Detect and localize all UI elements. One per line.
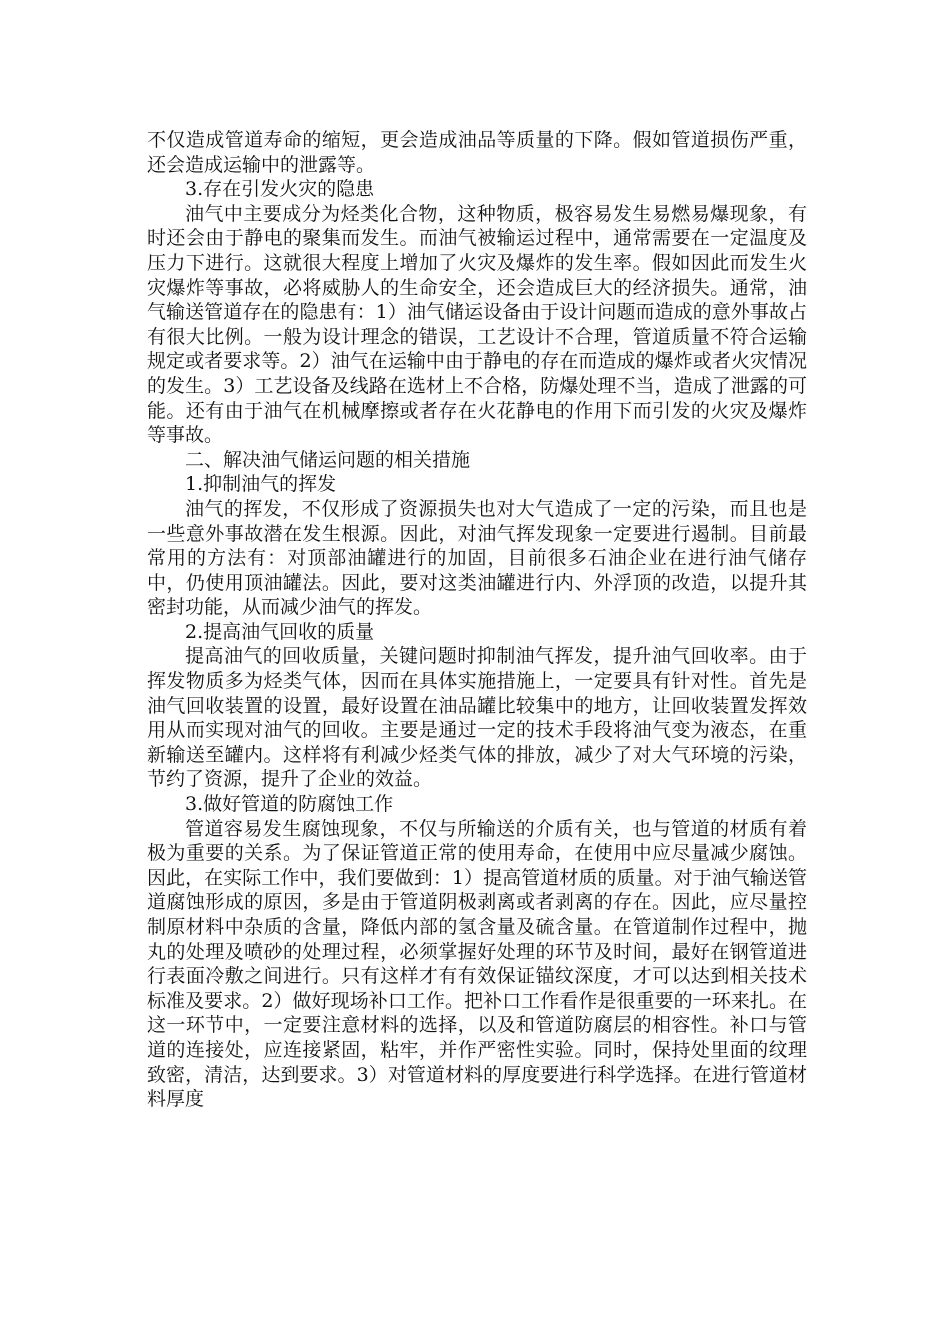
section-heading-measures: 二、解决油气储运问题的相关措施 xyxy=(185,448,471,471)
document-page xyxy=(147,128,807,1112)
paragraph-continuation: 不仅造成管道寿命的缩短，更会造成油品等质量的下降。假如管道损伤严重，还会造成运输中的泄露等。 xyxy=(147,129,807,176)
section-heading-fire-hazard: 3.存在引发火灾的隐患 xyxy=(185,178,375,201)
section-heading-volatilization: 1.抑制油气的挥发 xyxy=(185,473,337,496)
section-heading-anticorrosion: 3.做好管道的防腐蚀工作 xyxy=(185,793,394,816)
paragraph-fire-hazard: 油气中主要成分为烃类化合物，这种物质，极容易发生易燃易爆现象，有时还会由于静电的聚集而发生。而油气被输运过程中，通常需要在一定温度及压力下进行。这就很大程度上增加了火灾及爆炸的发生率。假如因此而发生火灾爆炸等事故，必将威胁人的生命安全，还会造成巨大的经济损失。通常，油气输送管道存在的隐患有：1）油气储运设备由于设计问题而造成的意外事故占有很大比例。一般为设计理念的错误，工艺设计不合理，管道质量不符合运输规定或者要求等。2）油气在运输中由于静电的存在而造成的爆炸或者火灾情况的发生。3）工艺设备及线路在选材上不合格，防爆处理不当，造成了泄露的可能。还有由于油气在机械摩擦或者存在火花静电的作用下而引发的火灾及爆炸等事故。 xyxy=(147,202,807,447)
paragraph-anticorrosion: 管道容易发生腐蚀现象，不仅与所输送的介质有关，也与管道的材质有着极为重要的关系。为了保证管道正常的使用寿命，在使用中应尽量减少腐蚀。因此，在实际工作中，我们要做到：1）提高管道材质的质量。对于油气输送管道腐蚀形成的原因，多是由于管道阴极剥离或者剥离的存在。因此，应尽量控制原材料中杂质的含量，降低内部的氢含量及硫含量。在管道制作过程中，抛丸的处理及喷砂的处理过程，必须掌握好处理的环节及时间，最好在钢管道进行表面冷敷之间进行。只有这样才有有效保证锚纹深度，才可以达到相关技术标准及要求。2）做好现场补口工作。把补口工作看作是很重要的一环来扎。在这一环节中，一定要注意材料的选择，以及和管道防腐层的相容性。补口与管道的连接处，应连接紧固，粘牢，并作严密性实验。同时，保持处里面的纹理致密，清洁，达到要求。3）对管道材料的厚度要进行科学选择。在进行管道材料厚度 xyxy=(147,817,807,1111)
paragraph-volatilization: 油气的挥发，不仅形成了资源损失也对大气造成了一定的污染，而且也是一些意外事故潜在发生根源。因此，对油气挥发现象一定要进行遏制。目前最常用的方法有：对顶部油罐进行的加固，目前很多石油企业在进行油气储存中，仍使用顶油罐法。因此，要对这类油罐进行内、外浮顶的改造，以提升其密封功能，从而减少油气的挥发。 xyxy=(147,497,807,619)
section-heading-recovery: 2.提高油气回收的质量 xyxy=(185,620,375,643)
paragraph-recovery: 提高油气的回收质量，关键问题时抑制油气挥发，提升油气回收率。由于挥发物质多为烃类气体，因而在具体实施措施上，一定要具有针对性。首先是油气回收装置的设置，最好设置在油品罐比较集中的地方，让回收装置发挥效用从而实现对油气的回收。主要是通过一定的技术手段将油气变为液态，在重新输送至罐内。这样将有利减少烃类气体的排放，减少了对大气环境的污染，节约了资源，提升了企业的效益。 xyxy=(147,645,807,791)
